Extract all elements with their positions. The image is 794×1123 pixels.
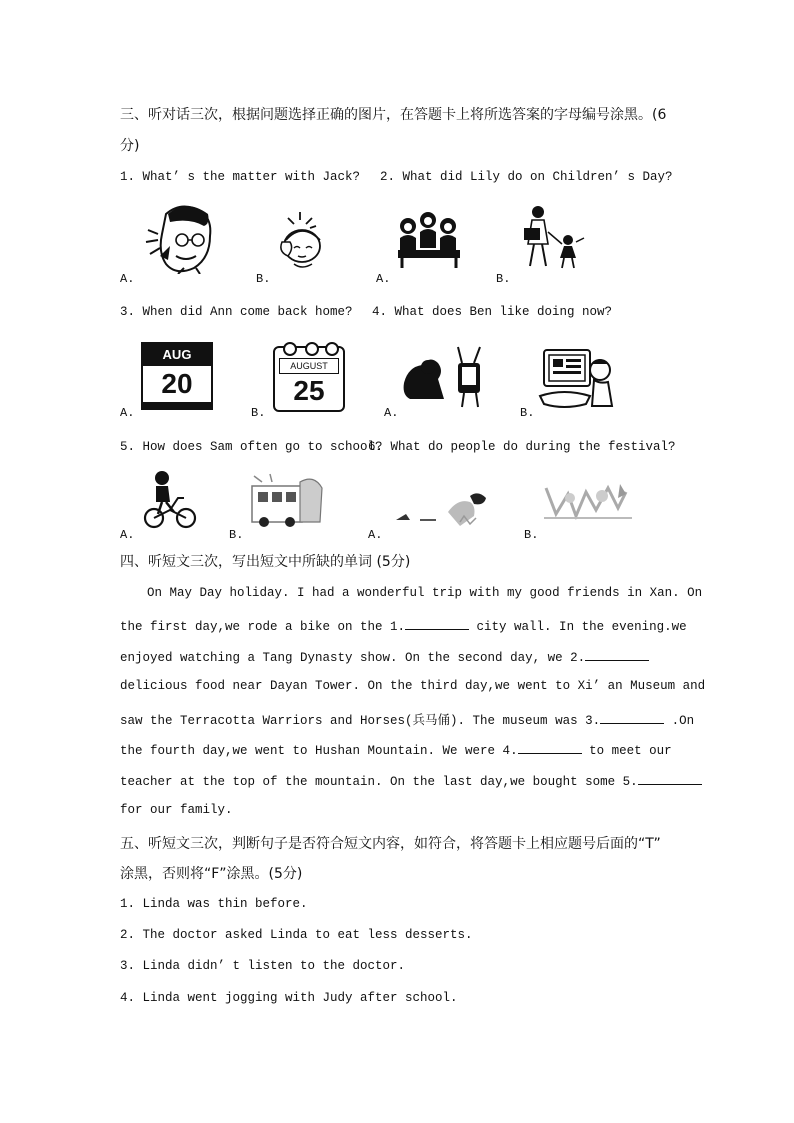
passage-line-4: delicious food near Dayan Tower. On the third day,we went to Xi’ an Museum and (120, 679, 706, 693)
q3-option-b: B. (251, 406, 266, 420)
calendar2-day: 25 (293, 375, 325, 406)
calendar-august-25-picture (273, 346, 345, 412)
q2-option-a: A. (376, 272, 391, 286)
q3-option-a: A. (120, 406, 135, 420)
sick-boy-toothache-picture (140, 200, 224, 274)
calendar1-day: 20 (161, 368, 193, 399)
passage-line-5 (120, 710, 694, 728)
passage-line-6 (120, 741, 672, 758)
children-at-party-picture (394, 210, 464, 270)
passage-line-8: for our family. (120, 803, 233, 817)
question-1: 1. What’ s the matter with Jack? (120, 170, 361, 184)
q4-option-a: A. (384, 406, 399, 420)
q1-option-b: B. (256, 272, 271, 286)
blank-5[interactable] (638, 772, 702, 785)
passage-line-5-text: saw the Terracotta Warriors and Horses(兵马俑). The museum was 3. (120, 714, 601, 728)
section3-title-cont: 分) (120, 138, 140, 154)
statement-1: 1. Linda was thin before. (120, 897, 308, 911)
statement-3: 3. Linda didn’ t listen to the doctor. (120, 959, 406, 973)
bus-scene-picture (250, 472, 326, 528)
question-2: 2. What did Lily do on Children’ s Day? (380, 170, 673, 184)
question-5: 5. How does Sam often go to school? (120, 440, 383, 454)
q4-option-b: B. (520, 406, 535, 420)
calendar1-month: AUG (143, 344, 211, 366)
statement-2: 2. The doctor asked Linda to eat less desserts. (120, 928, 473, 942)
festival-activity-a-picture (390, 484, 494, 528)
section5-title: 五、听短文三次，判断句子是否符合短文内容，如符合，将答题卡上相应题号后面的“T” (120, 836, 661, 852)
question-3: 3. When did Ann come back home? (120, 305, 353, 319)
blank-4[interactable] (518, 741, 582, 754)
passage-line-6-text: the fourth day,we went to Hushan Mountain. We were 4. (120, 744, 518, 758)
question-4: 4. What does Ben like doing now? (372, 305, 613, 319)
passage-line-3 (120, 648, 649, 665)
blank-3[interactable] (600, 711, 664, 724)
passage-line-2 (120, 617, 687, 634)
passage-line-2-text-end: city wall. In the evening.we (469, 620, 687, 634)
section3-title: 三、听对话三次，根据问题选择正确的图片，在答题卡上将所选答案的字母编号涂黑。(6 (120, 107, 667, 123)
festival-activity-b-picture (540, 478, 636, 528)
passage-line-7 (120, 772, 702, 789)
mother-and-child-picture (520, 202, 586, 270)
q6-option-a: A. (368, 528, 383, 542)
statement-4: 4. Linda went jogging with Judy after school. (120, 991, 458, 1005)
headache-person-picture (270, 208, 330, 272)
blank-2[interactable] (585, 648, 649, 661)
passage-line-6-text-end: to meet our (581, 744, 672, 758)
q5-option-a: A. (120, 528, 135, 542)
person-watching-tv-picture (398, 343, 484, 409)
question-6: 6. What do people do during the festival? (368, 440, 676, 454)
calendar-aug-20-picture (141, 342, 213, 410)
passage-line-1: On May Day holiday. I had a wonderful trip with my good friends in Xan. On (147, 586, 703, 600)
q6-option-b: B. (524, 528, 539, 542)
calendar2-month: AUGUST (279, 358, 339, 374)
passage-line-2-text: the first day,we rode a bike on the 1. (120, 620, 406, 634)
section4-title: 四、听短文三次，写出短文中所缺的单词 (5分) (120, 554, 411, 570)
passage-line-7-text: teacher at the top of the mountain. On the last day,we bought some 5. (120, 775, 638, 789)
passage-line-3-text: enjoyed watching a Tang Dynasty show. On the second day, we 2. (120, 651, 586, 665)
q1-option-a: A. (120, 272, 135, 286)
section5-title-cont: 涂黑，否则将“F”涂黑。(5分) (120, 866, 303, 882)
q2-option-b: B. (496, 272, 511, 286)
q5-option-b: B. (229, 528, 244, 542)
boy-using-computer-picture (538, 344, 618, 412)
blank-1[interactable] (405, 617, 469, 630)
boy-riding-bike-picture (142, 468, 198, 530)
passage-line-5-text-end: .On (664, 714, 695, 728)
